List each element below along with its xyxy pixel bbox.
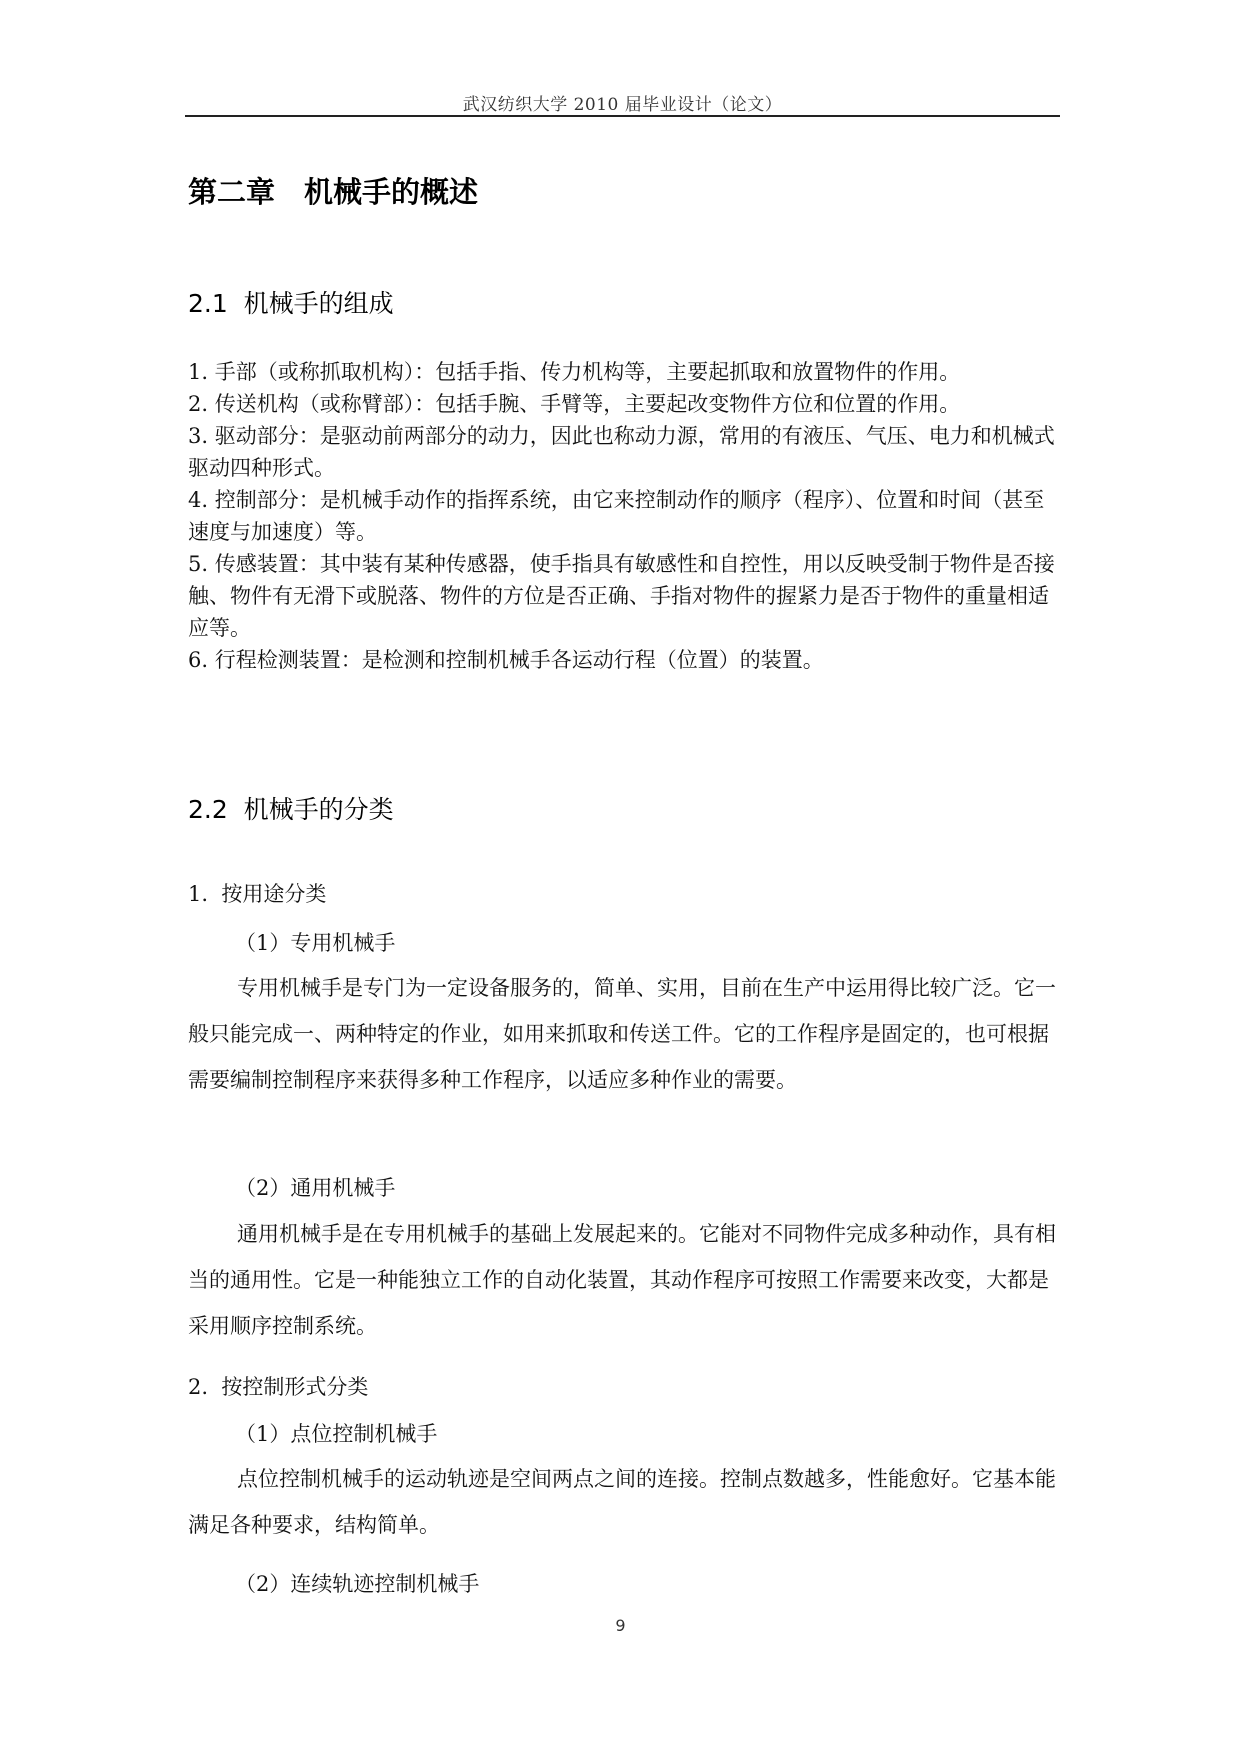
list-item: 6. 行程检测装置：是检测和控制机械手各运动行程（位置）的装置。 [188, 648, 824, 672]
section-title-2-1: 2.1 机械手的组成 [188, 289, 394, 318]
running-header: 武汉纺织大学 2010 届毕业设计（论文） [462, 95, 783, 115]
list-item: 1. 手部（或称抓取机构）：包括手指、传力机构等，主要起抓取和放置物件的作用。 [188, 360, 961, 384]
sub-item-heading-general: （2）通用机械手 [235, 1176, 396, 1200]
list-item: 2. 传送机构（或称臂部）：包括手腕、手臂等，主要起改变物件方位和位置的作用。 [188, 392, 961, 416]
page-number: 9 [615, 1616, 626, 1635]
paragraph-point: 点位控制机械手的运动轨迹是空间两点之间的连接。控制点数越多，性能愈好。它基本能满足各种要求，结构简单。 [188, 1467, 1056, 1537]
sub-item-heading-point: （1）点位控制机械手 [235, 1422, 438, 1446]
paragraph-special: 专用机械手是专门为一定设备服务的，简单、实用，目前在生产中运用得比较广泛。它一般只能完成一、两种特定的作业，如用来抓取和传送工件。它的工作程序是固定的，也可根据需要编制控制程序来获得多种工作程序，以适应多种作业的需要。 [188, 976, 1056, 1092]
section-title-2-2: 2.2 机械手的分类 [188, 795, 394, 824]
paragraph-general: 通用机械手是在专用机械手的基础上发展起来的。它能对不同物件完成多种动作，具有相当的通用性。它是一种能独立工作的自动化装置，其动作程序可按照工作需要来改变，大都是采用顺序控制系统。 [188, 1222, 1056, 1338]
sub-item-heading-continuous: （2）连续轨迹控制机械手 [235, 1572, 480, 1596]
subsection-heading-by-use: 1. 按用途分类 [188, 882, 327, 906]
sub-item-heading-special: （1）专用机械手 [235, 931, 396, 955]
subsection-heading-by-control: 2. 按控制形式分类 [188, 1375, 369, 1399]
header-rule [185, 115, 1060, 117]
list-item: 3. 驱动部分：是驱动前两部分的动力，因此也称动力源，常用的有液压、气压、电力和机械式驱动四种形式。 [188, 424, 1055, 480]
list-item: 4. 控制部分：是机械手动作的指挥系统，由它来控制动作的顺序（程序）、位置和时间（甚至速度与加速度）等。 [188, 488, 1045, 544]
components-list [188, 356, 1063, 676]
list-item: 5. 传感装置：其中装有某种传感器，使手指具有敏感性和自控性，用以反映受制于物件是否接触、物件有无滑下或脱落、物件的方位是否正确、手指对物件的握紧力是否于物件的重量相适应等。 [188, 552, 1055, 640]
chapter-title: 第二章 机械手的概述 [188, 175, 479, 209]
